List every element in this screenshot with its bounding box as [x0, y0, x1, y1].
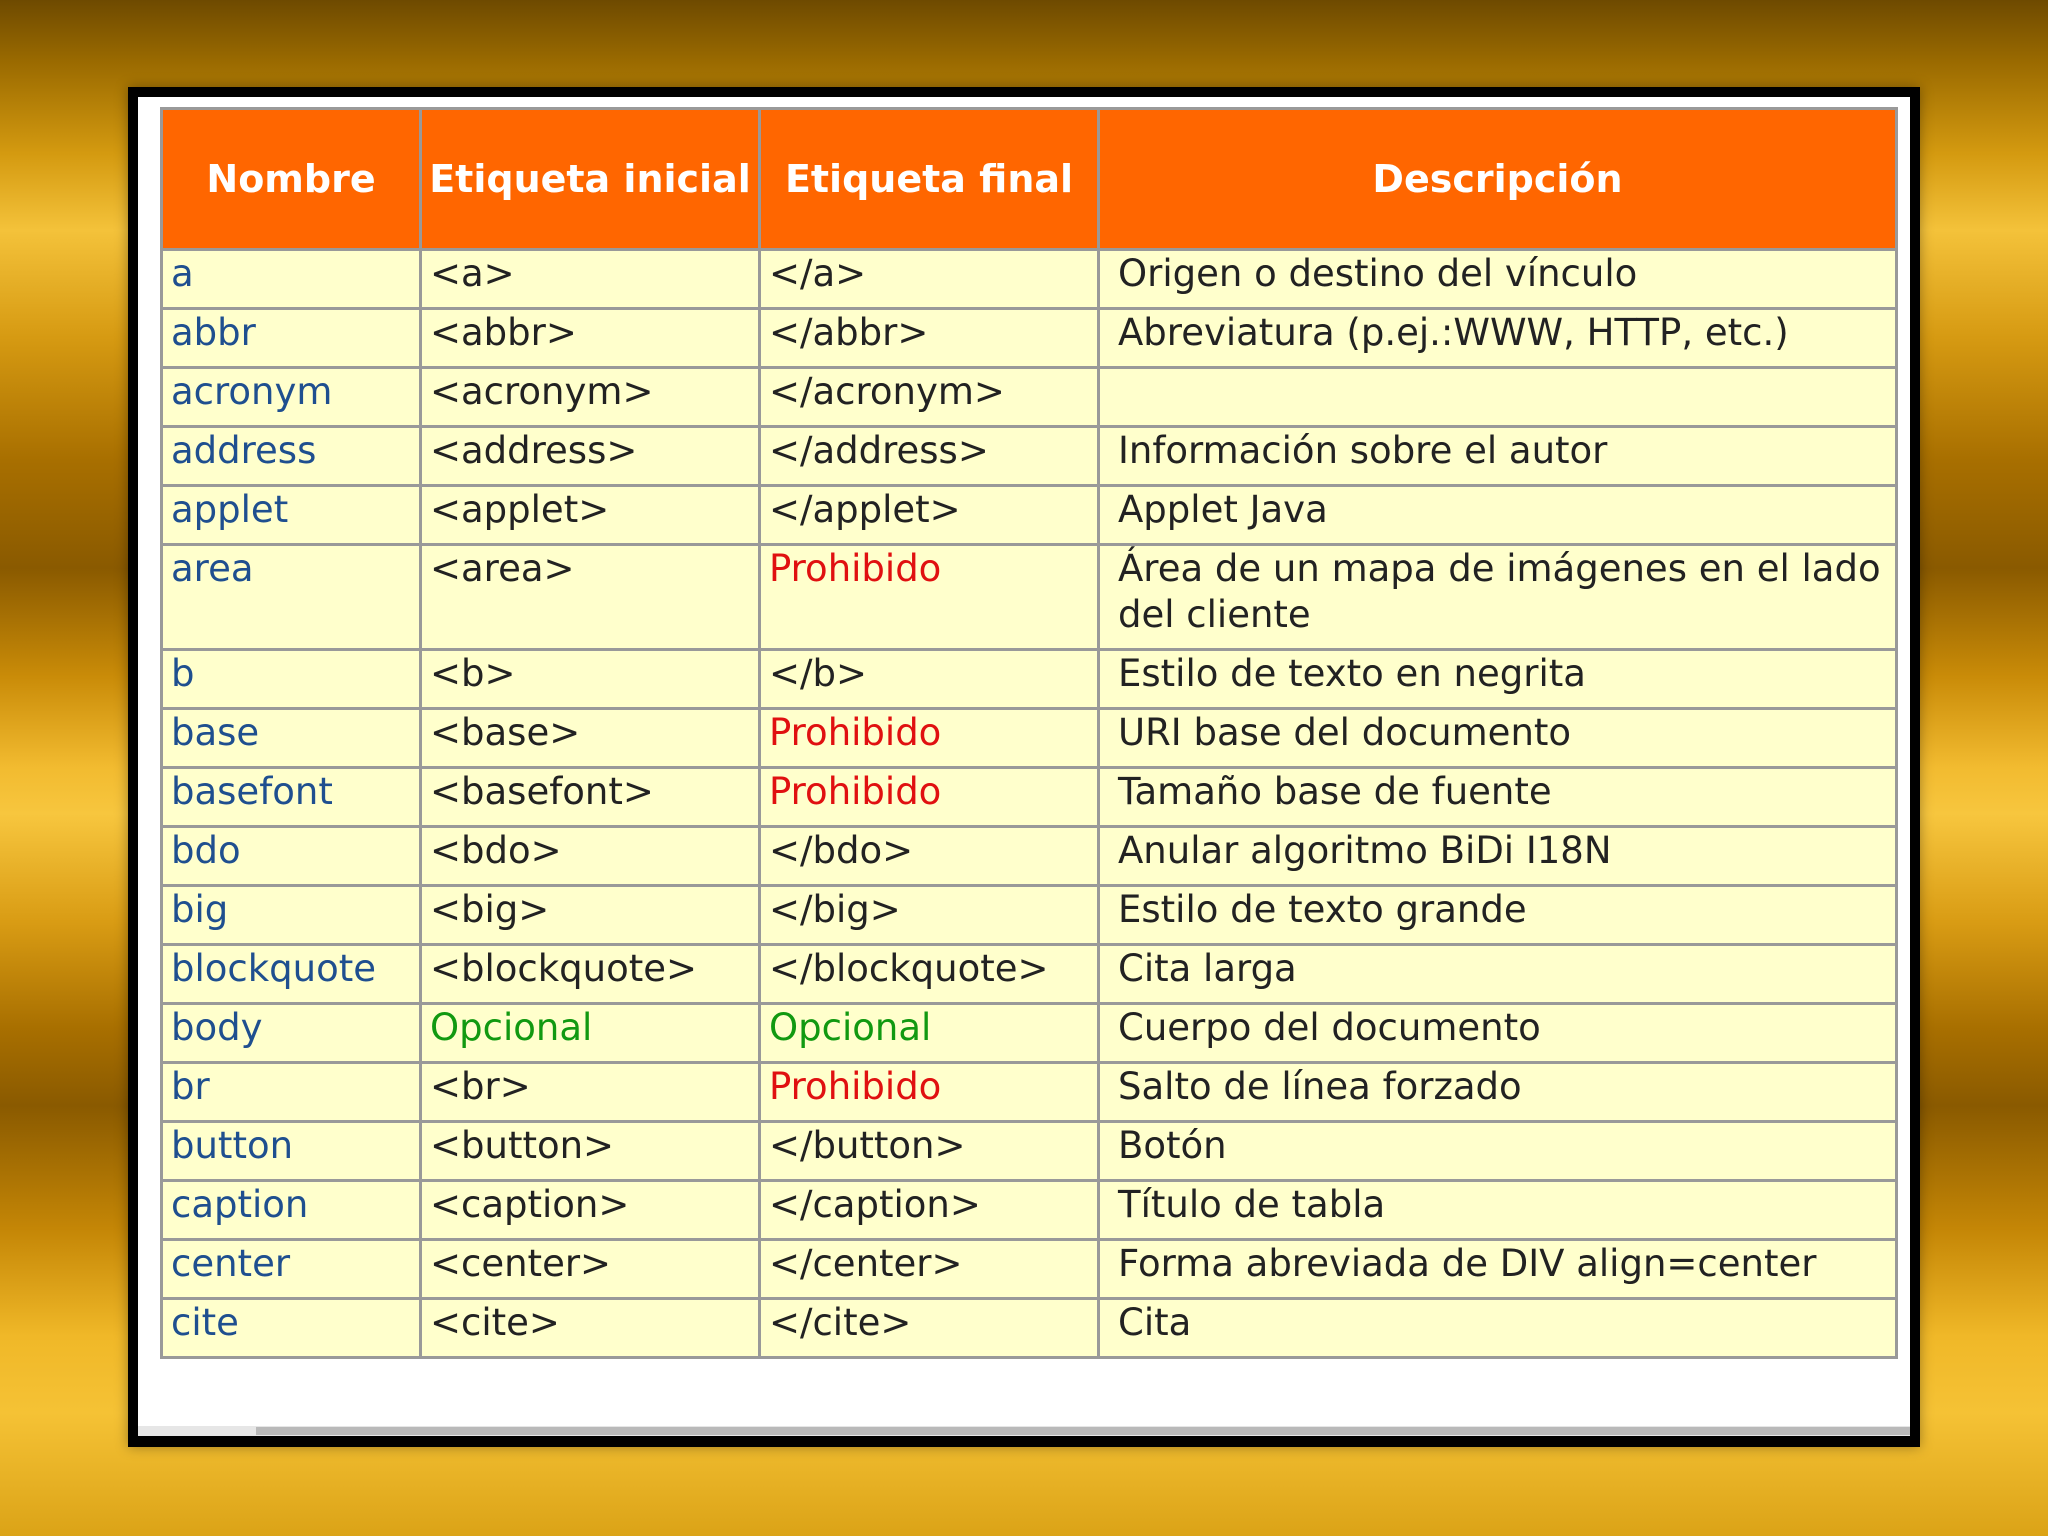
header-nombre: Nombre: [162, 109, 421, 250]
table-row: [162, 650, 1897, 709]
cell-nombre: blockquote: [162, 945, 421, 1004]
table-row: [162, 1240, 1897, 1299]
cell-etiqueta-inicial: <big>: [421, 886, 760, 945]
cell-descripcion: Applet Java: [1099, 486, 1897, 545]
cell-descripcion: Anular algoritmo BiDi I18N: [1099, 827, 1897, 886]
cell-etiqueta-inicial: <cite>: [421, 1299, 760, 1358]
cell-etiqueta-inicial: <b>: [421, 650, 760, 709]
cell-etiqueta-inicial: <acronym>: [421, 368, 760, 427]
cell-nombre: area: [162, 545, 421, 650]
cell-etiqueta-final: </b>: [760, 650, 1099, 709]
cell-descripcion: Tamaño base de fuente: [1099, 768, 1897, 827]
cell-etiqueta-final: </abbr>: [760, 309, 1099, 368]
cell-etiqueta-inicial: <blockquote>: [421, 945, 760, 1004]
cell-etiqueta-inicial: <button>: [421, 1122, 760, 1181]
cell-etiqueta-final: Prohibido: [760, 709, 1099, 768]
cell-descripcion: Cita larga: [1099, 945, 1897, 1004]
cell-descripcion: Información sobre el autor: [1099, 427, 1897, 486]
cell-descripcion: Origen o destino del vínculo: [1099, 250, 1897, 309]
cell-etiqueta-inicial: <base>: [421, 709, 760, 768]
cell-etiqueta-final: </cite>: [760, 1299, 1099, 1358]
header-descripcion: Descripción: [1099, 109, 1897, 250]
cell-nombre: applet: [162, 486, 421, 545]
horizontal-scrollbar[interactable]: [138, 1426, 1910, 1436]
cell-etiqueta-inicial: <abbr>: [421, 309, 760, 368]
table-viewport: [160, 107, 1910, 1419]
cell-etiqueta-inicial: <a>: [421, 250, 760, 309]
table-header-row: [162, 109, 1897, 250]
cell-etiqueta-final: </acronym>: [760, 368, 1099, 427]
cell-descripcion: Cuerpo del documento: [1099, 1004, 1897, 1063]
cell-nombre: base: [162, 709, 421, 768]
scrollbar-thumb[interactable]: [256, 1427, 1910, 1435]
table-row: [162, 709, 1897, 768]
cell-descripcion: Forma abreviada de DIV align=center: [1099, 1240, 1897, 1299]
cell-descripcion: Título de tabla: [1099, 1181, 1897, 1240]
table-row: [162, 368, 1897, 427]
cell-etiqueta-final: </button>: [760, 1122, 1099, 1181]
table-row: [162, 1063, 1897, 1122]
cell-nombre: button: [162, 1122, 421, 1181]
cell-etiqueta-final: </a>: [760, 250, 1099, 309]
cell-descripcion: Botón: [1099, 1122, 1897, 1181]
cell-etiqueta-inicial: <center>: [421, 1240, 760, 1299]
cell-nombre: big: [162, 886, 421, 945]
cell-etiqueta-inicial: <bdo>: [421, 827, 760, 886]
cell-nombre: center: [162, 1240, 421, 1299]
table-row: [162, 486, 1897, 545]
cell-nombre: abbr: [162, 309, 421, 368]
table-row: [162, 545, 1897, 650]
cell-etiqueta-final: Prohibido: [760, 1063, 1099, 1122]
table-row: [162, 827, 1897, 886]
cell-etiqueta-inicial: <br>: [421, 1063, 760, 1122]
cell-etiqueta-inicial: Opcional: [421, 1004, 760, 1063]
cell-etiqueta-final: Opcional: [760, 1004, 1099, 1063]
cell-nombre: b: [162, 650, 421, 709]
cell-descripcion: Abreviatura (p.ej.:WWW, HTTP, etc.): [1099, 309, 1897, 368]
table-row: [162, 427, 1897, 486]
html-tags-table: [160, 107, 1898, 1359]
cell-etiqueta-inicial: <basefont>: [421, 768, 760, 827]
cell-nombre: bdo: [162, 827, 421, 886]
cell-etiqueta-inicial: <applet>: [421, 486, 760, 545]
cell-etiqueta-final: </blockquote>: [760, 945, 1099, 1004]
cell-etiqueta-final: </caption>: [760, 1181, 1099, 1240]
cell-nombre: cite: [162, 1299, 421, 1358]
cell-etiqueta-final: </center>: [760, 1240, 1099, 1299]
table-row: [162, 309, 1897, 368]
cell-etiqueta-final: </big>: [760, 886, 1099, 945]
table-row: [162, 945, 1897, 1004]
header-etiqueta-final: Etiqueta final: [760, 109, 1099, 250]
cell-descripcion: [1099, 368, 1897, 427]
cell-nombre: basefont: [162, 768, 421, 827]
cell-nombre: caption: [162, 1181, 421, 1240]
cell-etiqueta-final: </address>: [760, 427, 1099, 486]
table-row: [162, 1299, 1897, 1358]
table-row: [162, 1122, 1897, 1181]
cell-etiqueta-final: </applet>: [760, 486, 1099, 545]
cell-nombre: a: [162, 250, 421, 309]
cell-descripcion: Salto de línea forzado: [1099, 1063, 1897, 1122]
cell-descripcion: Cita: [1099, 1299, 1897, 1358]
table-row: [162, 768, 1897, 827]
table-row: [162, 1181, 1897, 1240]
cell-descripcion: Estilo de texto en negrita: [1099, 650, 1897, 709]
cell-etiqueta-inicial: <address>: [421, 427, 760, 486]
cell-nombre: acronym: [162, 368, 421, 427]
cell-descripcion: URI base del documento: [1099, 709, 1897, 768]
cell-etiqueta-inicial: <caption>: [421, 1181, 760, 1240]
cell-etiqueta-final: Prohibido: [760, 545, 1099, 650]
header-etiqueta-inicial: Etiqueta inicial: [421, 109, 760, 250]
cell-nombre: body: [162, 1004, 421, 1063]
cell-descripcion: Área de un mapa de imágenes en el lado del cliente: [1099, 545, 1897, 650]
cell-etiqueta-final: </bdo>: [760, 827, 1099, 886]
cell-etiqueta-final: Prohibido: [760, 768, 1099, 827]
cell-nombre: br: [162, 1063, 421, 1122]
table-panel: [138, 97, 1910, 1436]
table-row: [162, 886, 1897, 945]
cell-etiqueta-inicial: <area>: [421, 545, 760, 650]
cell-descripcion: Estilo de texto grande: [1099, 886, 1897, 945]
cell-nombre: address: [162, 427, 421, 486]
table-row: [162, 1004, 1897, 1063]
table-row: [162, 250, 1897, 309]
